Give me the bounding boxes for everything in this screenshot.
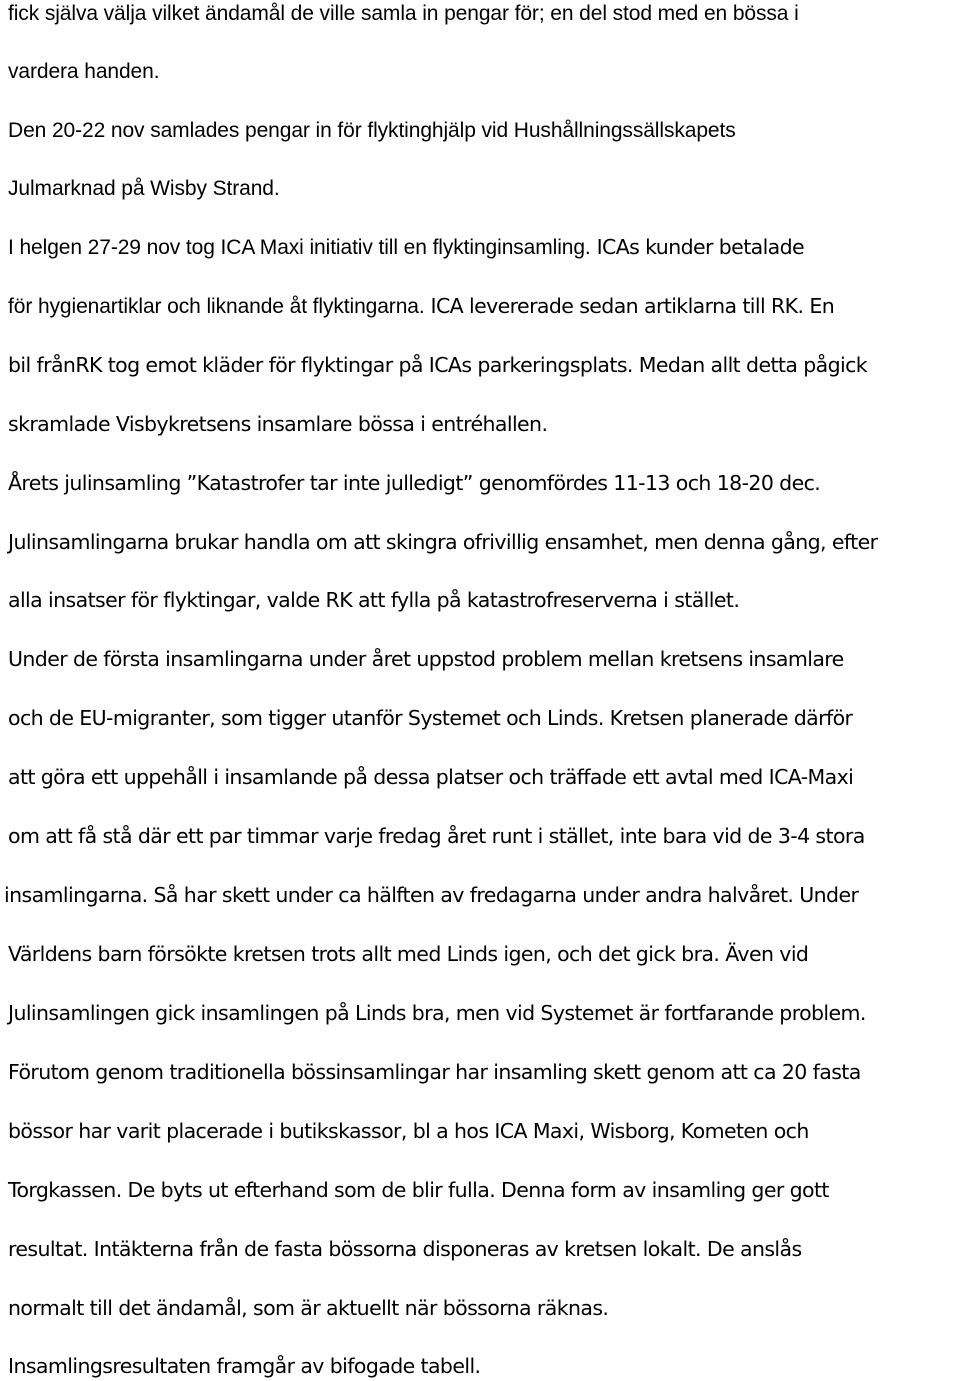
text-line: skramlade Visbykretsens insamlare bössa i entréhallen. [8, 412, 548, 436]
text-line: Julinsamlingen gick insamlingen på Linds bra, men vid Systemet är fortfarande problem. [8, 1001, 866, 1025]
text-line: Torgkassen. De byts ut efterhand som de blir fulla. Denna form av insamling ger gott [8, 1178, 829, 1202]
text-line [8, 233, 804, 261]
text-segment: I helgen 27-29 nov tog ICA Maxi initiativ till en flyktinginsamling. [8, 236, 591, 259]
text-line: Förutom genom traditionella bössinsamlingar har insamling skett genom att ca 20 fasta [8, 1060, 861, 1084]
text-line: fick själva välja vilket ändamål de ville samla in pengar för; en del stod med en bössa i [8, 2, 799, 25]
text-line: Världens barn försökte kretsen trots allt med Linds igen, och det gick bra. Även vid [8, 942, 809, 966]
text-line: Den 20-22 nov samlades pengar in för flyktinghjälp vid Hushållningssällskapets [8, 119, 736, 142]
text-line: Årets julinsamling ”Katastrofer tar inte julledigt” genomfördes 11-13 och 18-20 dec. [8, 471, 821, 495]
text-line: Under de första insamlingarna under året uppstod problem mellan kretsens insamlare [8, 647, 844, 671]
text-line: att göra ett uppehåll i insamlande på dessa platser och träffade ett avtal med ICA-Maxi [8, 765, 854, 789]
text-segment: bil frånRK tog emot kläder för flyktingar på ICAs parkeringsplats. [8, 353, 633, 377]
text-segment: ICA levererade sedan artiklarna till RK. [424, 294, 804, 318]
text-line [8, 292, 834, 320]
text-line: vardera handen. [8, 60, 160, 83]
text-line: alla insatser för flyktingar, valde RK att fylla på katastrofreserverna i stället. [8, 588, 740, 612]
text-line: Julinsamlingarna brukar handla om att skingra ofrivillig ensamhet, men denna gång, efter [8, 530, 878, 554]
text-line: bössor har varit placerade i butikskassor, bl a hos ICA Maxi, Wisborg, Kometen och [8, 1119, 809, 1143]
text-line: och de EU-migranter, som tigger utanför Systemet och Linds. Kretsen planerade därför [8, 706, 853, 730]
text-segment: Medan allt detta pågick [632, 353, 868, 377]
text-line: normalt till det ändamål, som är aktuellt när bössorna räknas. [8, 1296, 609, 1320]
text-line: Insamlingsresultaten framgår av bifogade tabell. [8, 1354, 481, 1378]
text-line: resultat. Intäkterna från de fasta bössorna disponeras av kretsen lokalt. De anslås [8, 1237, 802, 1261]
text-line: om att få stå där ett par timmar varje fredag året runt i stället, inte bara vid de 3-4 stora [8, 824, 865, 848]
text-line [8, 351, 867, 379]
text-line: Julmarknad på Wisby Strand. [8, 177, 280, 200]
text-segment: En [803, 294, 835, 318]
text-segment: ICAs kunder betalade [590, 235, 805, 259]
text-line: insamlingarna. Så har skett under ca hälften av fredagarna under andra halvåret. Under [4, 883, 859, 907]
text-segment: för hygienartiklar och liknande åt flyktingarna. [8, 295, 425, 318]
